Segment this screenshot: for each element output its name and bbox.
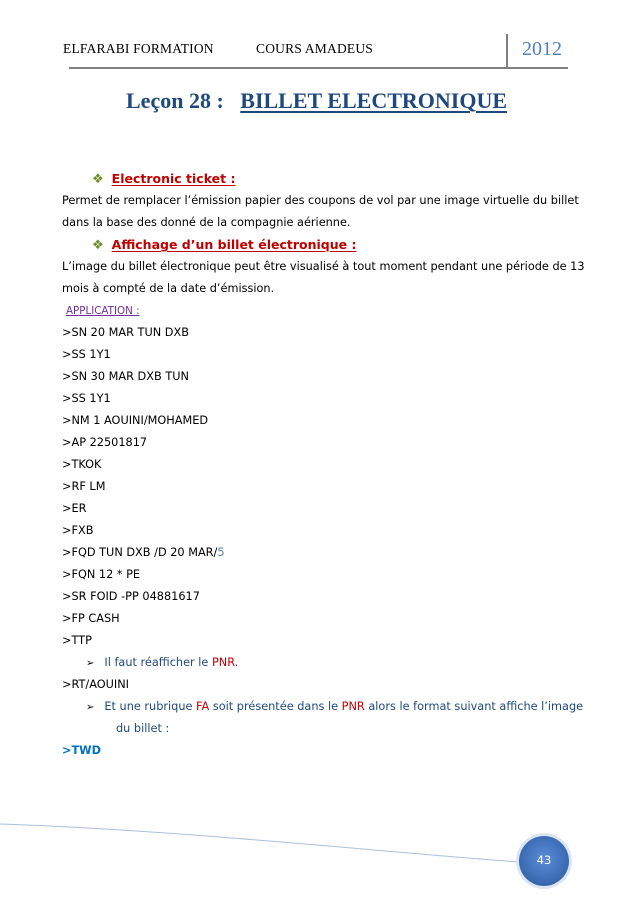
diamond-icon: ❖	[92, 238, 104, 253]
command-line: >SN 30 MAR DXB TUN	[62, 370, 189, 383]
command-line: >SN 20 MAR TUN DXB	[62, 326, 189, 339]
lesson-number: Leçon 28 :	[126, 88, 224, 113]
application-label: APPLICATION :	[66, 305, 140, 317]
arrow-right-icon: ➢	[86, 702, 95, 713]
command-line: >NM 1 AOUINI/MOHAMED	[62, 414, 209, 427]
note-rubrique-fa-cont: du billet :	[116, 722, 170, 735]
page-header	[63, 38, 568, 72]
command-line: >SS 1Y1	[62, 392, 111, 405]
header-divider	[506, 34, 508, 68]
command-line: >FQN 12 * PE	[62, 568, 141, 581]
page-title	[126, 88, 507, 114]
page-body	[62, 168, 585, 762]
header-left: ELFARABI FORMATION	[63, 41, 214, 56]
section-heading-display: ❖ Affichage d’un billet électronique :	[62, 234, 582, 256]
paragraph-line: Permet de remplacer l’émission papier des coupons de vol par une image virtuelle du billet	[62, 194, 579, 207]
diamond-icon: ❖	[92, 172, 104, 187]
paragraph-line: dans la base des donné de la compagnie aérienne.	[62, 216, 351, 229]
note-rubrique-fa: ➢ Et une rubrique FA soit présentée dans le PNR alors le format suivant affiche l’image	[86, 700, 584, 713]
arrow-right-icon: ➢	[86, 658, 95, 669]
command-line: >FP CASH	[62, 612, 120, 625]
header-center: COURS AMADEUS	[256, 41, 374, 56]
lesson-topic: BILLET ELECTRONIQUE	[240, 88, 508, 113]
paragraph-line: mois à compté de la date d’émission.	[62, 282, 275, 295]
command-line: >FXB	[62, 524, 94, 537]
note-reafficher: ➢ Il faut réafficher le PNR.	[86, 656, 239, 669]
command-line: >SR FOID -PP 04881617	[62, 590, 200, 603]
command-line: >ER	[62, 502, 87, 515]
command-line-fqd: >FQD TUN DXB /D 20 MAR/5	[62, 546, 225, 559]
command-line-twd: >TWD	[62, 744, 102, 757]
section-heading-electronic: ❖ Electronic ticket :	[62, 168, 582, 190]
paragraph-line: L’image du billet électronique peut être visualisé à tout moment pendant une période de 13	[62, 260, 585, 273]
header-year: 2012	[522, 38, 562, 60]
command-line: >TKOK	[62, 458, 102, 471]
command-line: >SS 1Y1	[62, 348, 111, 361]
command-line: >TTP	[62, 634, 92, 647]
command-line: >RT/AOUINI	[62, 678, 130, 691]
page-number: 43	[536, 853, 552, 867]
header-rule	[69, 67, 568, 69]
page-number-badge	[519, 836, 569, 886]
command-line: >AP 22501817	[62, 436, 148, 449]
command-line: >RF LM	[62, 480, 106, 493]
